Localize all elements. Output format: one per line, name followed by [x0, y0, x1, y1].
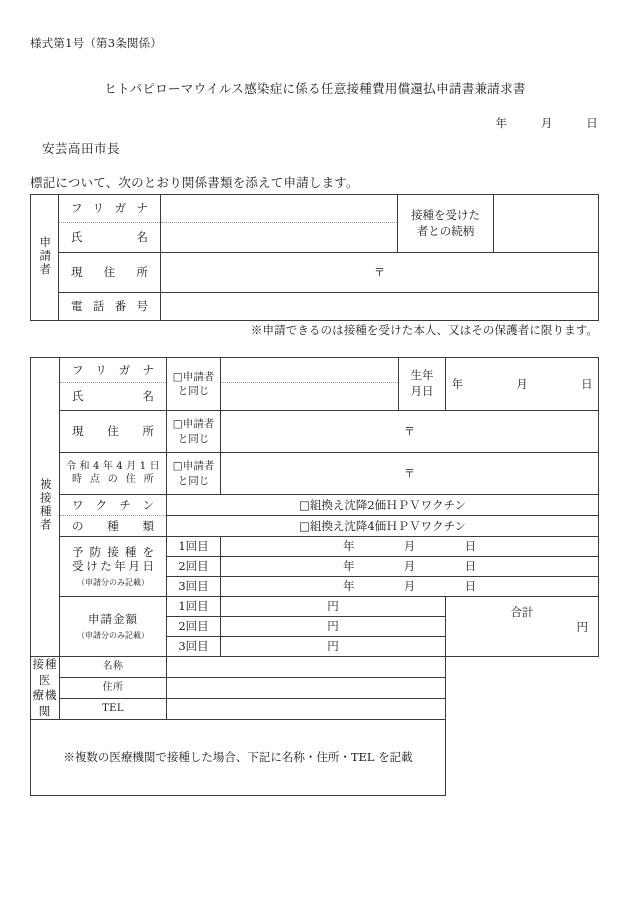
table-row — [31, 597, 599, 617]
reference-address-label-line-1: 令和4年4月1日 — [66, 461, 160, 472]
vaccination-dose-label-2: 2回目 — [167, 557, 221, 577]
table-row — [31, 699, 599, 720]
lead-sentence: 標記について、次のとおり関係書類を添えて申請します。 — [30, 175, 359, 190]
birthdate-year-label: 年 — [451, 376, 463, 391]
institution-address-input[interactable] — [167, 678, 446, 699]
institution-name-input[interactable] — [167, 657, 446, 678]
submission-date-line — [495, 115, 598, 131]
table-row — [31, 411, 599, 453]
vaccination-date-input-3[interactable] — [221, 577, 599, 597]
vaccination-date-input-2[interactable] — [221, 557, 599, 577]
amount-input-2[interactable] — [221, 617, 446, 637]
table-row — [31, 195, 599, 223]
vaccinee-address-label-cell — [60, 411, 167, 453]
amount-dose-label-2: 2回目 — [167, 617, 221, 637]
applicant-address-label-cell — [59, 253, 161, 293]
applicant-furigana-label-cell — [59, 195, 161, 223]
birthdate-label-line-2: 月日 — [410, 384, 434, 398]
same-as-applicant-line-2: と同じ — [177, 385, 210, 397]
applicant-name-label-cell — [59, 223, 161, 253]
reference-address-input[interactable] — [221, 453, 599, 495]
vaccination-date-label-line-1: 予防接種を — [72, 544, 154, 559]
relation-label-cell — [398, 195, 494, 253]
table-row — [31, 453, 599, 495]
vaccination-date-note: （申請分のみ記載） — [77, 577, 149, 587]
institution-label-line-2: 療機関 — [32, 688, 58, 718]
date-year-label: 年 — [342, 579, 355, 594]
vaccination-date-label-line-2: 受けた年月日 — [72, 559, 154, 574]
same-as-applicant-line-2: と同じ — [177, 432, 210, 445]
table-row — [31, 293, 599, 321]
vaccine-option-quadrivalent-label: □組換え沈降4価ＨＰＶワクチン — [298, 518, 467, 533]
vaccination-dose-label-1: 1回目 — [167, 537, 221, 557]
page-title: ヒトパピローマウイルス感染症に係る任意接種費用償還払申請書兼請求書 — [104, 81, 526, 96]
reference-address-label-line-2: 時点の住所 — [72, 473, 154, 485]
date-day-label: 日 — [464, 539, 477, 554]
table-row — [31, 678, 599, 699]
amount-label: 申請金額 — [88, 612, 138, 627]
vaccinee-name-same-checkbox[interactable] — [167, 358, 221, 411]
relation-label-line-1: 接種を受けた — [411, 207, 480, 222]
institution-field-label-address: 住所 — [60, 678, 167, 699]
applicant-name-label: 氏名 — [71, 230, 148, 245]
date-day-label: 日 — [464, 559, 477, 574]
amount-dose-label-3: 3回目 — [167, 637, 221, 657]
date-year-label: 年 — [495, 116, 508, 130]
date-month-label: 月 — [540, 116, 553, 130]
date-year-label: 年 — [342, 539, 355, 554]
birthdate-label-line-1: 生年 — [410, 368, 434, 383]
vaccine-type-label-line-2: の種類 — [72, 518, 154, 533]
institution-field-label-name: 名称 — [60, 657, 167, 678]
birthdate-month-label: 月 — [516, 376, 528, 391]
relation-input[interactable] — [494, 195, 599, 253]
same-as-applicant-line-2: と同じ — [177, 474, 210, 487]
vaccinee-address-label: 現住所 — [72, 424, 154, 439]
yen-unit-label: 円 — [327, 639, 339, 654]
institution-field-label-tel: TEL — [60, 699, 167, 720]
amount-dose-label-1: 1回目 — [167, 597, 221, 617]
date-month-label: 月 — [403, 539, 416, 554]
same-as-applicant-line-1: □申請者 — [172, 418, 215, 431]
table-row — [31, 253, 599, 293]
table-row — [31, 657, 599, 678]
yen-unit-label: 円 — [327, 619, 339, 634]
vaccinee-furigana-label: フリガナ — [72, 362, 154, 377]
vaccinee-name-label-cell — [60, 383, 167, 411]
vaccinee-address-input[interactable] — [221, 411, 599, 453]
amount-note: （申請分のみ記載） — [77, 630, 149, 640]
vaccinee-furigana-input[interactable] — [221, 358, 399, 383]
birthdate-input[interactable] — [446, 358, 599, 411]
postal-mark-icon: 〒 — [404, 425, 416, 439]
vaccine-type-label-cell-1 — [60, 495, 167, 516]
vaccination-date-label-cell — [60, 537, 167, 597]
applicant-side-label: 申請者 — [38, 235, 53, 277]
birthdate-day-label: 日 — [581, 376, 593, 391]
table-row — [31, 358, 599, 383]
same-as-applicant-line-1: □申請者 — [172, 460, 215, 473]
vaccination-dose-label-3: 3回目 — [167, 577, 221, 597]
birthdate-label-cell — [399, 358, 446, 411]
applicant-note: ※申請できるのは接種を受けた本人、又はその保護者に限ります。 — [250, 323, 598, 337]
table-row — [31, 720, 599, 796]
date-day-label: 日 — [464, 579, 477, 594]
vaccination-date-input-1[interactable] — [221, 537, 599, 557]
addressee: 安芸高田市長 — [42, 141, 121, 156]
applicant-furigana-label: フリガナ — [71, 201, 148, 216]
applicant-side-label-cell — [31, 195, 59, 321]
table-row — [31, 495, 599, 516]
reference-address-same-checkbox[interactable] — [167, 453, 221, 495]
total-amount-cell[interactable] — [446, 597, 599, 657]
date-year-label: 年 — [342, 559, 355, 574]
postal-mark-icon: 〒 — [374, 266, 385, 280]
total-yen-unit-label: 円 — [576, 619, 589, 634]
date-month-label: 月 — [403, 559, 416, 574]
date-day-label: 日 — [586, 116, 598, 130]
table-row — [31, 516, 599, 537]
form-number: 様式第1号（第3条関係） — [30, 36, 163, 50]
vaccine-option-quadrivalent-checkbox[interactable] — [167, 516, 599, 537]
yen-unit-label: 円 — [327, 599, 339, 614]
institution-label-cell — [31, 657, 60, 720]
vaccinee-side-label: 被接種者 — [38, 478, 53, 533]
amount-input-3[interactable] — [221, 637, 446, 657]
vaccinee-table — [30, 357, 599, 796]
applicant-phone-input[interactable] — [161, 293, 599, 321]
applicant-name-input[interactable] — [161, 223, 398, 253]
table-row — [31, 537, 599, 557]
vaccine-type-label-line-1: ワクチン — [72, 497, 154, 512]
applicant-address-input[interactable] — [161, 253, 599, 293]
applicant-furigana-input[interactable] — [161, 195, 398, 223]
multi-institution-note: ※複数の医療機関で接種した場合、下記に名称・住所・TEL を記載 — [63, 750, 413, 765]
institution-tel-input[interactable] — [167, 699, 446, 720]
vaccinee-furigana-label-cell — [60, 358, 167, 383]
date-month-label: 月 — [403, 579, 416, 594]
same-as-applicant-line-1: □申請者 — [172, 370, 215, 383]
multi-institution-note-area[interactable] — [31, 720, 446, 796]
amount-label-cell — [60, 597, 167, 657]
vaccinee-address-same-checkbox[interactable] — [167, 411, 221, 453]
vaccine-option-bivalent-label: □組換え沈降2価ＨＰＶワクチン — [298, 497, 467, 512]
amount-input-1[interactable] — [221, 597, 446, 617]
postal-mark-icon: 〒 — [404, 467, 416, 481]
applicant-address-label: 現住所 — [71, 265, 148, 280]
relation-label-line-2: 者との続柄 — [416, 223, 475, 238]
vaccine-type-label-cell-2 — [60, 516, 167, 537]
applicant-phone-label-cell — [59, 293, 161, 321]
applicant-phone-label: 電話番号 — [71, 299, 148, 314]
applicant-table — [30, 194, 599, 321]
vaccinee-name-input[interactable] — [221, 383, 399, 411]
vaccinee-name-label: 氏名 — [72, 389, 154, 404]
vaccinee-side-label-cell — [31, 358, 60, 657]
total-label: 合計 — [510, 605, 534, 620]
vaccine-option-bivalent-checkbox[interactable] — [167, 495, 599, 516]
institution-label-line-1: 接種医 — [32, 657, 58, 687]
reference-address-label-cell — [60, 453, 167, 495]
